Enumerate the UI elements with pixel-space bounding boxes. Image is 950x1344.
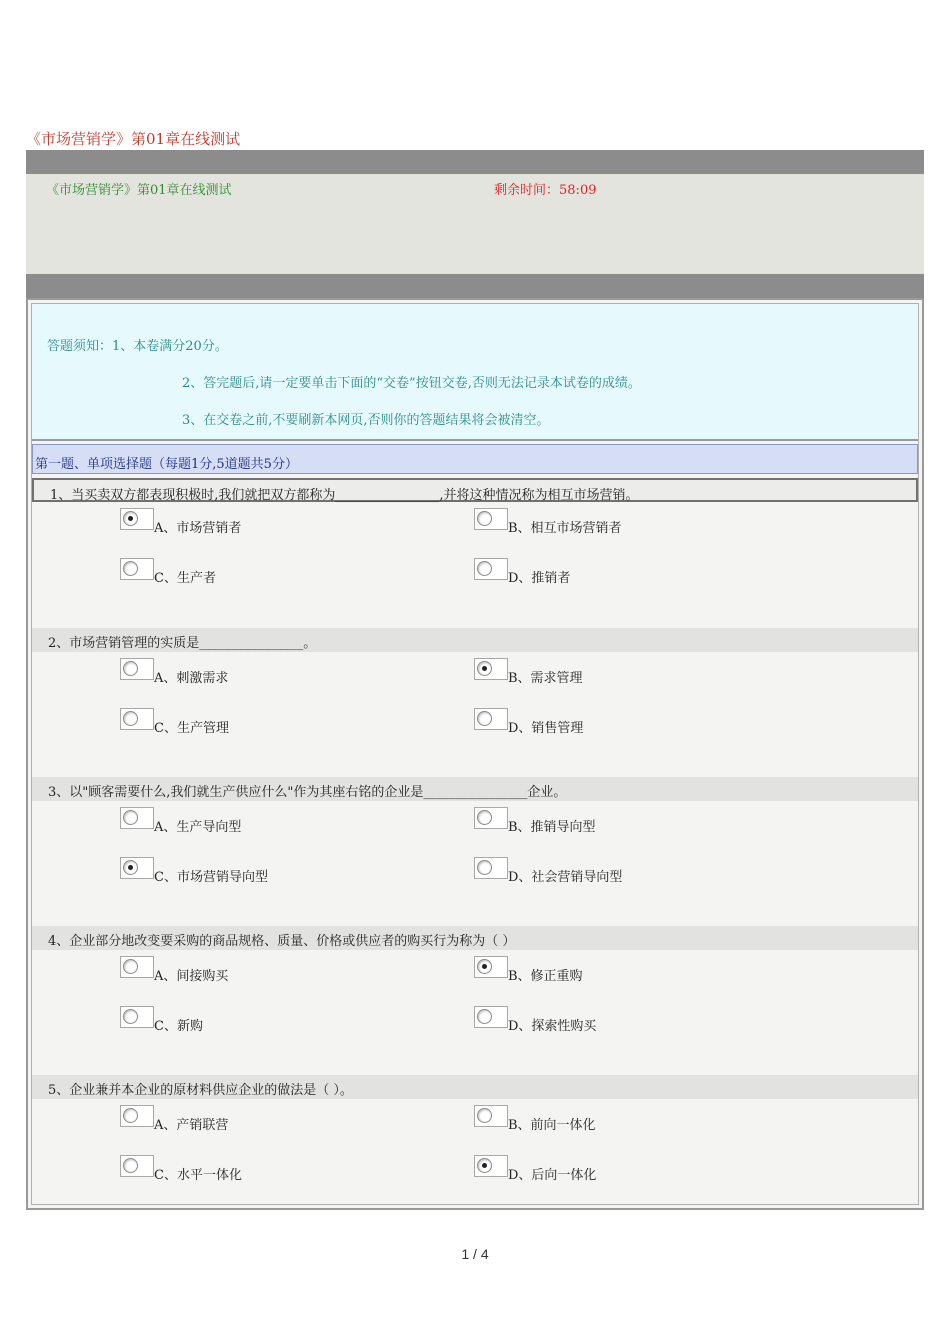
option-a[interactable] [120, 508, 241, 536]
radio-unchecked-icon [477, 810, 492, 825]
option-label: C、生产管理 [154, 721, 229, 736]
page-number: 1 / 4 [461, 1246, 489, 1262]
option-c[interactable] [120, 1006, 203, 1034]
radio-unchecked-icon [123, 561, 138, 576]
option-d[interactable] [474, 1155, 596, 1183]
radio-unchecked-icon [123, 959, 138, 974]
question-stem: 1、当买卖双方都表现积极时,我们就把双方都称为________________,并将这种情况称为相互市场营销。 [32, 478, 918, 502]
option-label: C、水平一体化 [154, 1168, 242, 1183]
instruction-2: 2、答完题后,请一定要单击下面的“交卷”按钮交卷,否则无法记录本试卷的成绩。 [182, 376, 641, 391]
radio-unchecked-icon [477, 1009, 492, 1024]
question-stem: 3、以"顾客需要什么,我们就生产供应什么"作为其座右铭的企业是________________企业。 [32, 777, 918, 801]
instruction-3: 3、在交卷之前,不要刷新本网页,否则你的答题结果将会被清空。 [182, 413, 550, 428]
radio-unchecked-icon [123, 711, 138, 726]
radio-button[interactable] [474, 558, 508, 580]
option-label: B、推销导向型 [508, 820, 596, 835]
option-b[interactable] [474, 956, 583, 984]
radio-button[interactable] [120, 956, 154, 978]
radio-unchecked-icon [123, 1009, 138, 1024]
radio-button[interactable] [474, 508, 508, 530]
question-5 [32, 1075, 918, 1205]
radio-button[interactable] [474, 807, 508, 829]
section-header: 第一题、单项选择题（每题1分,5道题共5分） [32, 444, 918, 474]
option-label: D、销售管理 [508, 721, 584, 736]
radio-button[interactable] [120, 857, 154, 879]
option-label: B、相互市场营销者 [508, 521, 622, 536]
option-label: B、前向一体化 [508, 1118, 596, 1133]
radio-unchecked-icon [477, 561, 492, 576]
radio-button[interactable] [474, 1155, 508, 1177]
radio-button[interactable] [474, 857, 508, 879]
quiz-inner-frame [31, 303, 919, 1205]
radio-unchecked-icon [123, 1108, 138, 1123]
option-label: C、新购 [154, 1019, 203, 1034]
radio-unchecked-icon [477, 511, 492, 526]
radio-button[interactable] [120, 1105, 154, 1127]
option-d[interactable] [474, 857, 622, 885]
radio-button[interactable] [120, 508, 154, 530]
option-d[interactable] [474, 558, 570, 586]
option-label: D、社会营销导向型 [508, 870, 623, 885]
option-b[interactable] [474, 807, 596, 835]
radio-unchecked-icon [123, 810, 138, 825]
radio-button[interactable] [120, 1006, 154, 1028]
radio-button[interactable] [120, 658, 154, 680]
option-d[interactable] [474, 708, 583, 736]
option-label: D、推销者 [508, 571, 571, 586]
quiz-frame [26, 298, 924, 1210]
radio-checked-icon [123, 860, 138, 875]
instruction-1: 答题须知：1、本卷满分20分。 [47, 339, 228, 354]
option-d[interactable] [474, 1006, 596, 1034]
question-2 [32, 628, 918, 758]
radio-button[interactable] [120, 807, 154, 829]
option-label: D、探索性购买 [508, 1019, 597, 1034]
radio-button[interactable] [474, 708, 508, 730]
option-label: A、产销联营 [154, 1118, 229, 1133]
radio-button[interactable] [120, 558, 154, 580]
radio-unchecked-icon [123, 1158, 138, 1173]
option-c[interactable] [120, 857, 268, 885]
option-label: A、刺激需求 [154, 671, 229, 686]
radio-unchecked-icon [477, 860, 492, 875]
instructions-box [32, 304, 918, 441]
radio-unchecked-icon [477, 711, 492, 726]
radio-button[interactable] [474, 1105, 508, 1127]
option-b[interactable] [474, 508, 622, 536]
remaining-time [494, 179, 596, 198]
question-stem: 4、企业部分地改变要采购的商品规格、质量、价格或供应者的购买行为称为（ ） [32, 926, 918, 950]
radio-button[interactable] [474, 658, 508, 680]
radio-checked-icon [477, 1158, 492, 1173]
header-panel [26, 174, 924, 274]
timer-value: 58:09 [559, 183, 597, 198]
option-label: A、间接购买 [154, 969, 229, 984]
radio-checked-icon [477, 661, 492, 676]
option-a[interactable] [120, 807, 241, 835]
option-b[interactable] [474, 1105, 596, 1133]
radio-button[interactable] [120, 1155, 154, 1177]
top-bar [26, 150, 924, 174]
option-label: B、修正重购 [508, 969, 583, 984]
mid-bar [26, 274, 924, 298]
option-label: A、市场营销者 [154, 521, 242, 536]
radio-checked-icon [123, 511, 138, 526]
question-4 [32, 926, 918, 1056]
radio-unchecked-icon [123, 661, 138, 676]
radio-button[interactable] [474, 956, 508, 978]
test-title: 《市场营销学》第01章在线测试 [46, 183, 232, 198]
option-b[interactable] [474, 658, 583, 686]
radio-checked-icon [477, 959, 492, 974]
radio-unchecked-icon [477, 1108, 492, 1123]
radio-button[interactable] [474, 1006, 508, 1028]
option-label: A、生产导向型 [154, 820, 242, 835]
option-label: D、后向一体化 [508, 1168, 597, 1183]
option-c[interactable] [120, 558, 216, 586]
option-c[interactable] [120, 708, 229, 736]
question-3 [32, 777, 918, 907]
option-label: B、需求管理 [508, 671, 583, 686]
option-a[interactable] [120, 956, 228, 984]
timer-label: 剩余时间： [494, 183, 560, 198]
option-c[interactable] [120, 1155, 242, 1183]
document-title: 《市场营销学》第01章在线测试 [26, 130, 241, 148]
option-a[interactable] [120, 1105, 228, 1133]
question-1 [32, 478, 918, 608]
radio-button[interactable] [120, 708, 154, 730]
option-label: C、市场营销导向型 [154, 870, 268, 885]
question-stem: 5、企业兼并本企业的原材料供应企业的做法是（ ）。 [32, 1075, 918, 1099]
option-label: C、生产者 [154, 571, 216, 586]
option-a[interactable] [120, 658, 228, 686]
question-stem: 2、市场营销管理的实质是________________。 [32, 628, 918, 652]
